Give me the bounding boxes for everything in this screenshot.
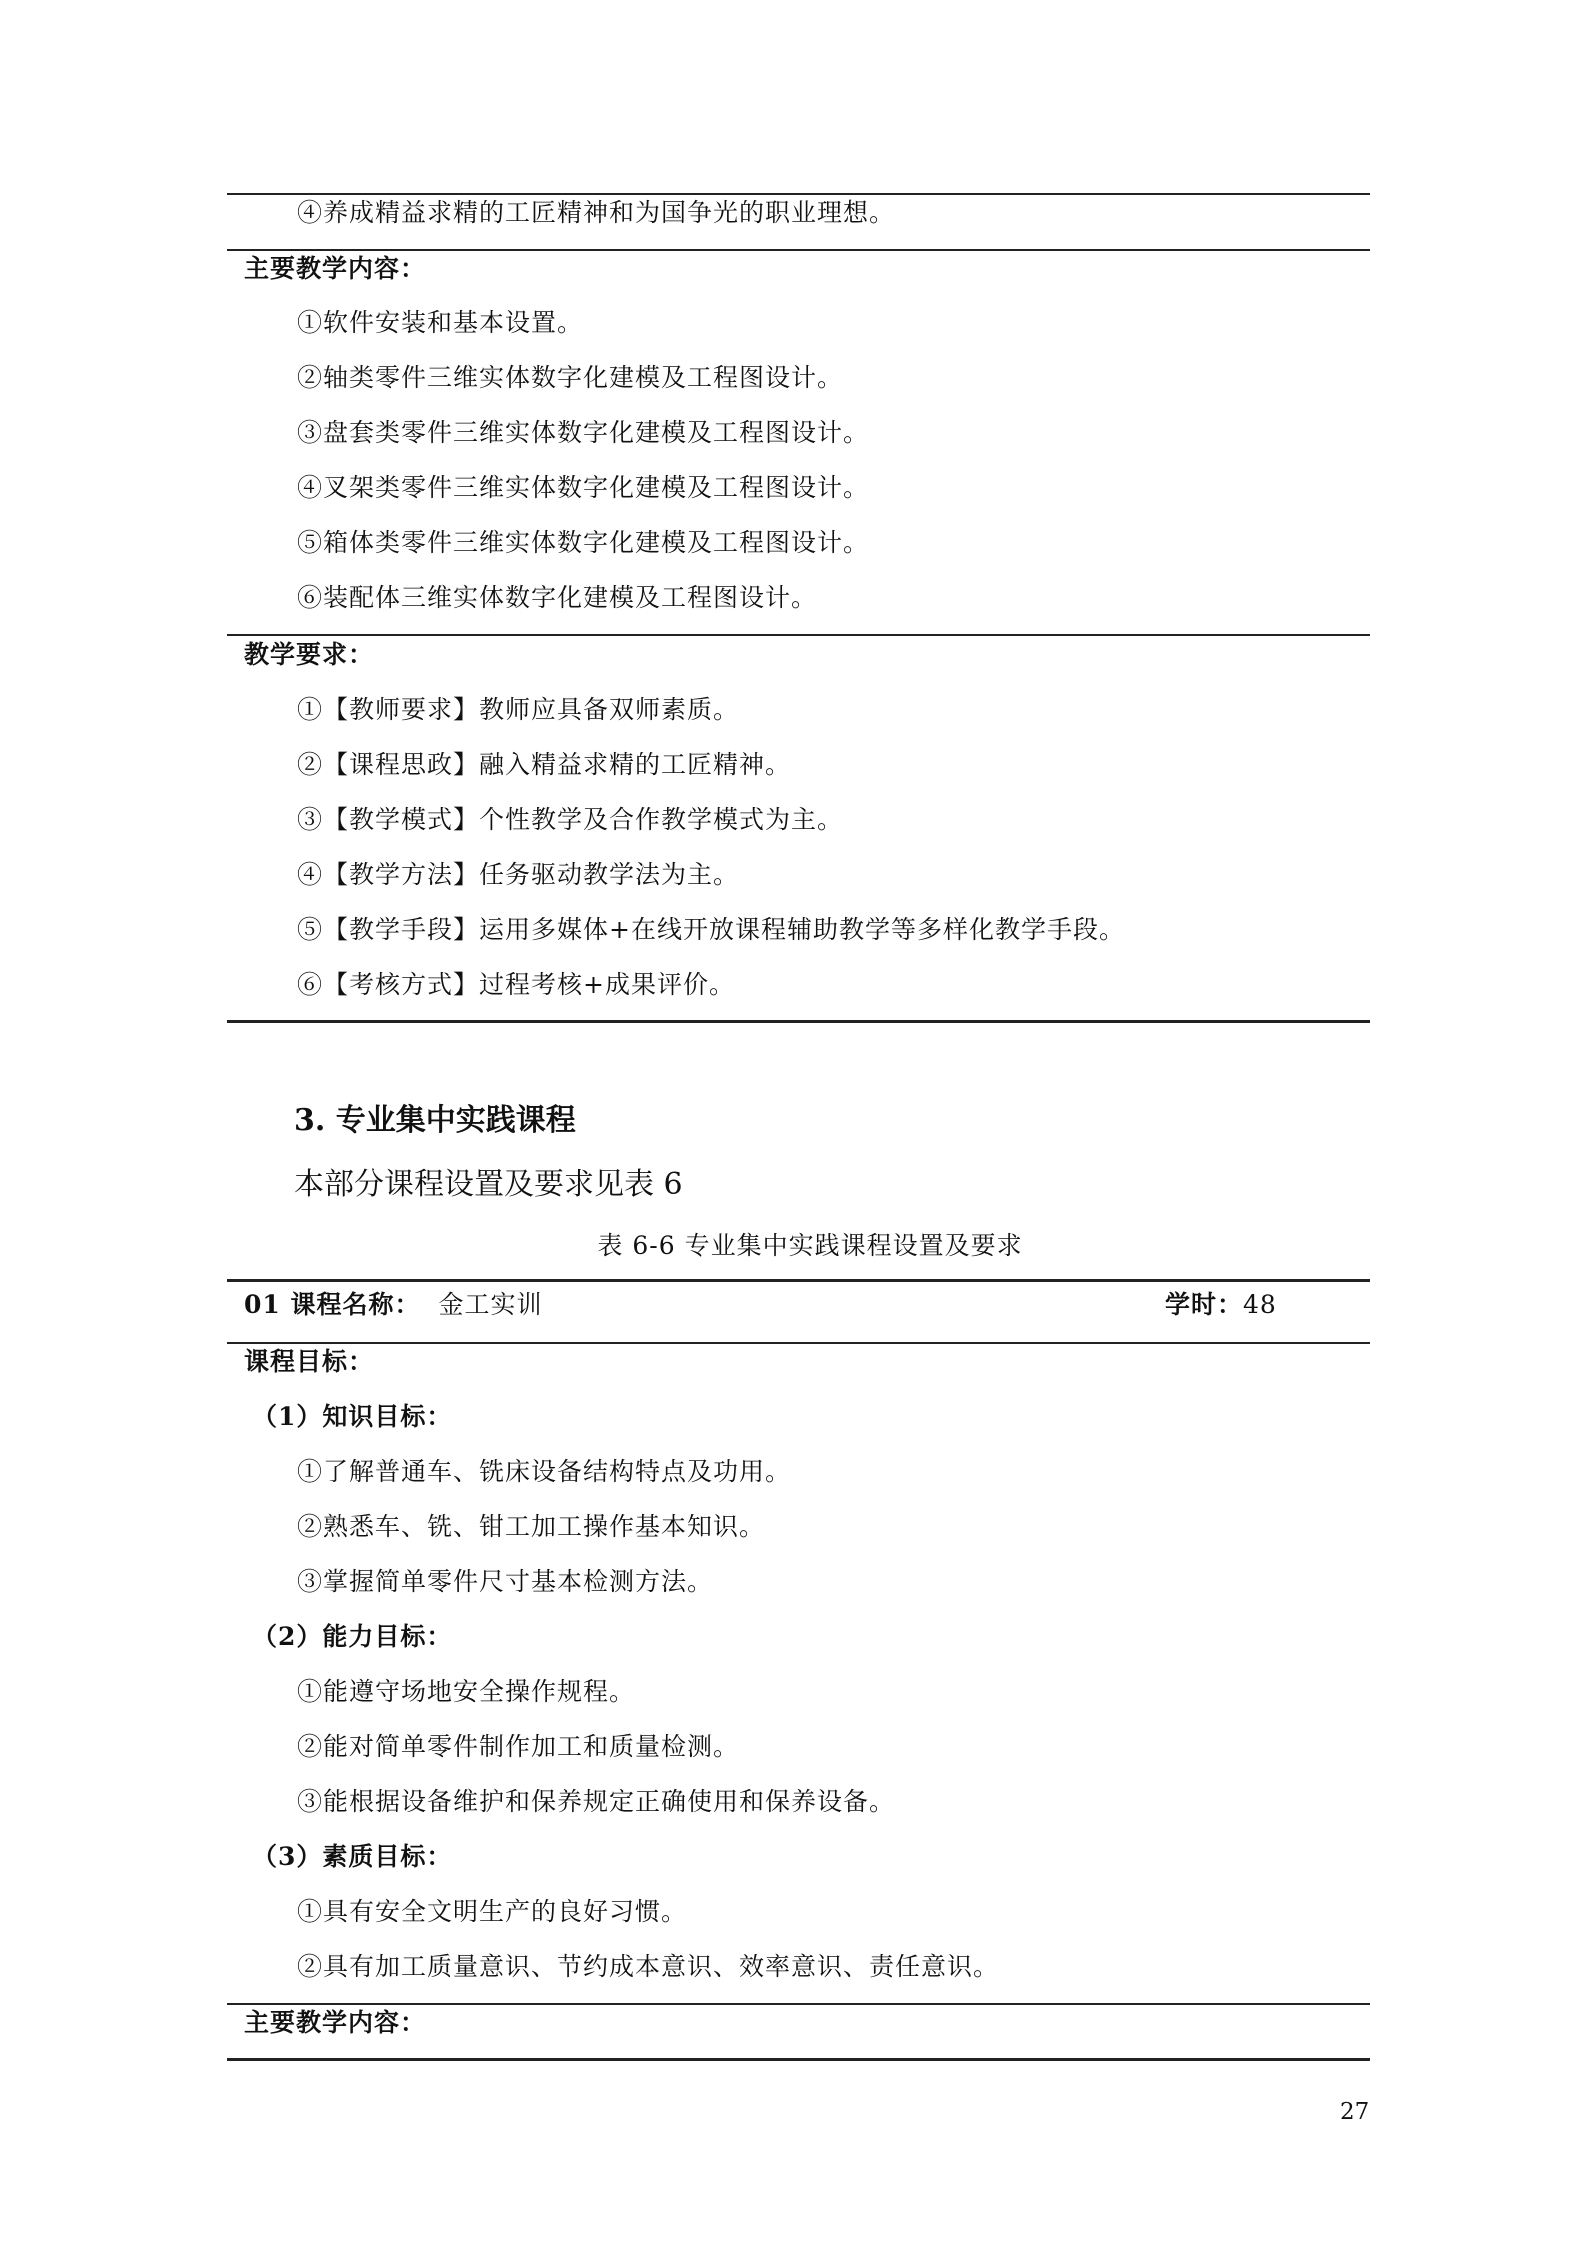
content-item: ①软件安装和基本设置。 <box>297 308 584 337</box>
course-hours-label: 学时： <box>1165 1290 1244 1319</box>
table-rule <box>227 249 1370 251</box>
goals-heading: 课程目标： <box>244 1347 375 1376</box>
course-hours-value: 48 <box>1243 1290 1277 1319</box>
course-content-heading: 主要教学内容： <box>244 2008 427 2037</box>
ability-item: ①能遵守场地安全操作规程。 <box>297 1677 636 1706</box>
page-number: 27 <box>1340 2099 1370 2125</box>
section-title: 3. 专业集中实践课程 <box>294 1103 576 1138</box>
requirement-item: ⑤【教学手段】运用多媒体+在线开放课程辅助教学等多样化教学手段。 <box>297 915 1125 944</box>
content-item: ③盘套类零件三维实体数字化建模及工程图设计。 <box>297 418 870 447</box>
knowledge-item: ①了解普通车、铣床设备结构特点及功用。 <box>297 1457 792 1486</box>
table-top-rule <box>227 1279 1370 1282</box>
ability-item: ②能对简单零件制作加工和质量检测。 <box>297 1732 740 1761</box>
requirement-item: ③【教学模式】个性教学及合作教学模式为主。 <box>297 805 844 834</box>
content-item: ⑤箱体类零件三维实体数字化建模及工程图设计。 <box>297 528 870 557</box>
table-bottom-rule <box>227 1020 1370 1023</box>
requirement-item: ②【课程思政】融入精益求精的工匠精神。 <box>297 750 792 779</box>
table-rule <box>227 193 1370 195</box>
quality-item: ①具有安全文明生产的良好习惯。 <box>297 1897 688 1926</box>
table-rule <box>227 1342 1370 1344</box>
ability-heading: （2）能力目标： <box>252 1622 453 1651</box>
content-item: ②轴类零件三维实体数字化建模及工程图设计。 <box>297 363 844 392</box>
requirement-item: ④【教学方法】任务驱动教学法为主。 <box>297 860 740 889</box>
requirement-item: ①【教师要求】教师应具备双师素质。 <box>297 695 740 724</box>
section-intro: 本部分课程设置及要求见表 6 <box>294 1167 683 1202</box>
table-rule <box>227 634 1370 636</box>
ability-item: ③能根据设备维护和保养规定正确使用和保养设备。 <box>297 1787 896 1816</box>
knowledge-item: ③掌握简单零件尺寸基本检测方法。 <box>297 1567 714 1596</box>
content-heading: 主要教学内容： <box>244 254 427 283</box>
quality-item: ②具有加工质量意识、节约成本意识、效率意识、责任意识。 <box>297 1952 1000 1981</box>
goal-item: ④养成精益求精的工匠精神和为国争光的职业理想。 <box>297 198 896 227</box>
course-name-label: 01 课程名称： <box>244 1290 421 1319</box>
table-rule <box>227 2003 1370 2005</box>
quality-heading: （3）素质目标： <box>252 1842 453 1871</box>
course-name-value: 金工实训 <box>438 1290 543 1319</box>
course-name-row <box>244 1288 543 1322</box>
content-item: ⑥装配体三维实体数字化建模及工程图设计。 <box>297 583 818 612</box>
requirements-heading: 教学要求： <box>244 640 375 669</box>
requirement-item: ⑥【考核方式】过程考核+成果评价。 <box>297 970 735 999</box>
knowledge-item: ②熟悉车、铣、钳工加工操作基本知识。 <box>297 1512 766 1541</box>
table-bottom-rule <box>227 2058 1370 2061</box>
course-hours-row <box>1165 1288 1277 1322</box>
knowledge-heading: （1）知识目标： <box>252 1402 453 1431</box>
table-caption: 表 6-6 专业集中实践课程设置及要求 <box>597 1231 1023 1260</box>
content-item: ④叉架类零件三维实体数字化建模及工程图设计。 <box>297 473 870 502</box>
